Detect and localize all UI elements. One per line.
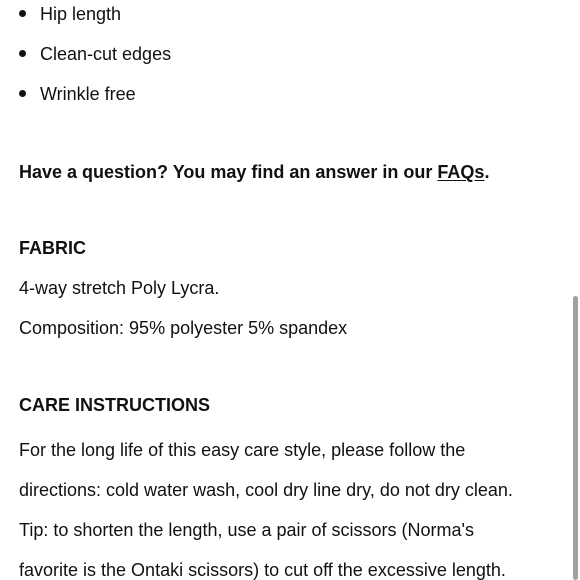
- care-line: For the long life of this easy care style, please follow the: [19, 440, 466, 460]
- faq-prompt-suffix: .: [484, 162, 490, 182]
- care-instructions: [19, 430, 564, 580]
- feature-label: Clean-cut edges: [40, 44, 172, 64]
- feature-label: Hip length: [40, 4, 122, 24]
- faq-prompt: [19, 158, 489, 186]
- feature-label: Wrinkle free: [40, 84, 136, 104]
- fabric-heading: FABRIC: [19, 238, 86, 258]
- feature-item-wrinkle-free: [19, 80, 559, 120]
- feature-list: [19, 0, 559, 120]
- bullet-icon: [19, 50, 26, 57]
- feature-item-hip-length: [19, 0, 559, 40]
- faq-prompt-text: Have a question? You may find an answer in our: [19, 162, 438, 182]
- faq-link[interactable]: FAQs: [437, 162, 485, 182]
- care-line: favorite is the Ontaki scissors) to cut off the excessive length.: [19, 560, 506, 580]
- fabric-composition: Composition: 95% polyester 5% spandex: [19, 318, 348, 338]
- bullet-icon: [19, 10, 26, 17]
- feature-item-clean-cut-edges: [19, 40, 559, 80]
- fabric-material: 4-way stretch Poly Lycra.: [19, 278, 220, 298]
- care-line: Tip: to shorten the length, use a pair of scissors (Norma's: [19, 520, 474, 540]
- care-line: directions: cold water wash, cool dry line dry, do not dry clean.: [19, 480, 513, 500]
- vertical-scrollbar[interactable]: [572, 0, 580, 580]
- scrollbar-thumb[interactable]: [573, 296, 578, 580]
- bullet-icon: [19, 90, 26, 97]
- product-details: [19, 0, 559, 580]
- care-heading: CARE INSTRUCTIONS: [19, 395, 211, 415]
